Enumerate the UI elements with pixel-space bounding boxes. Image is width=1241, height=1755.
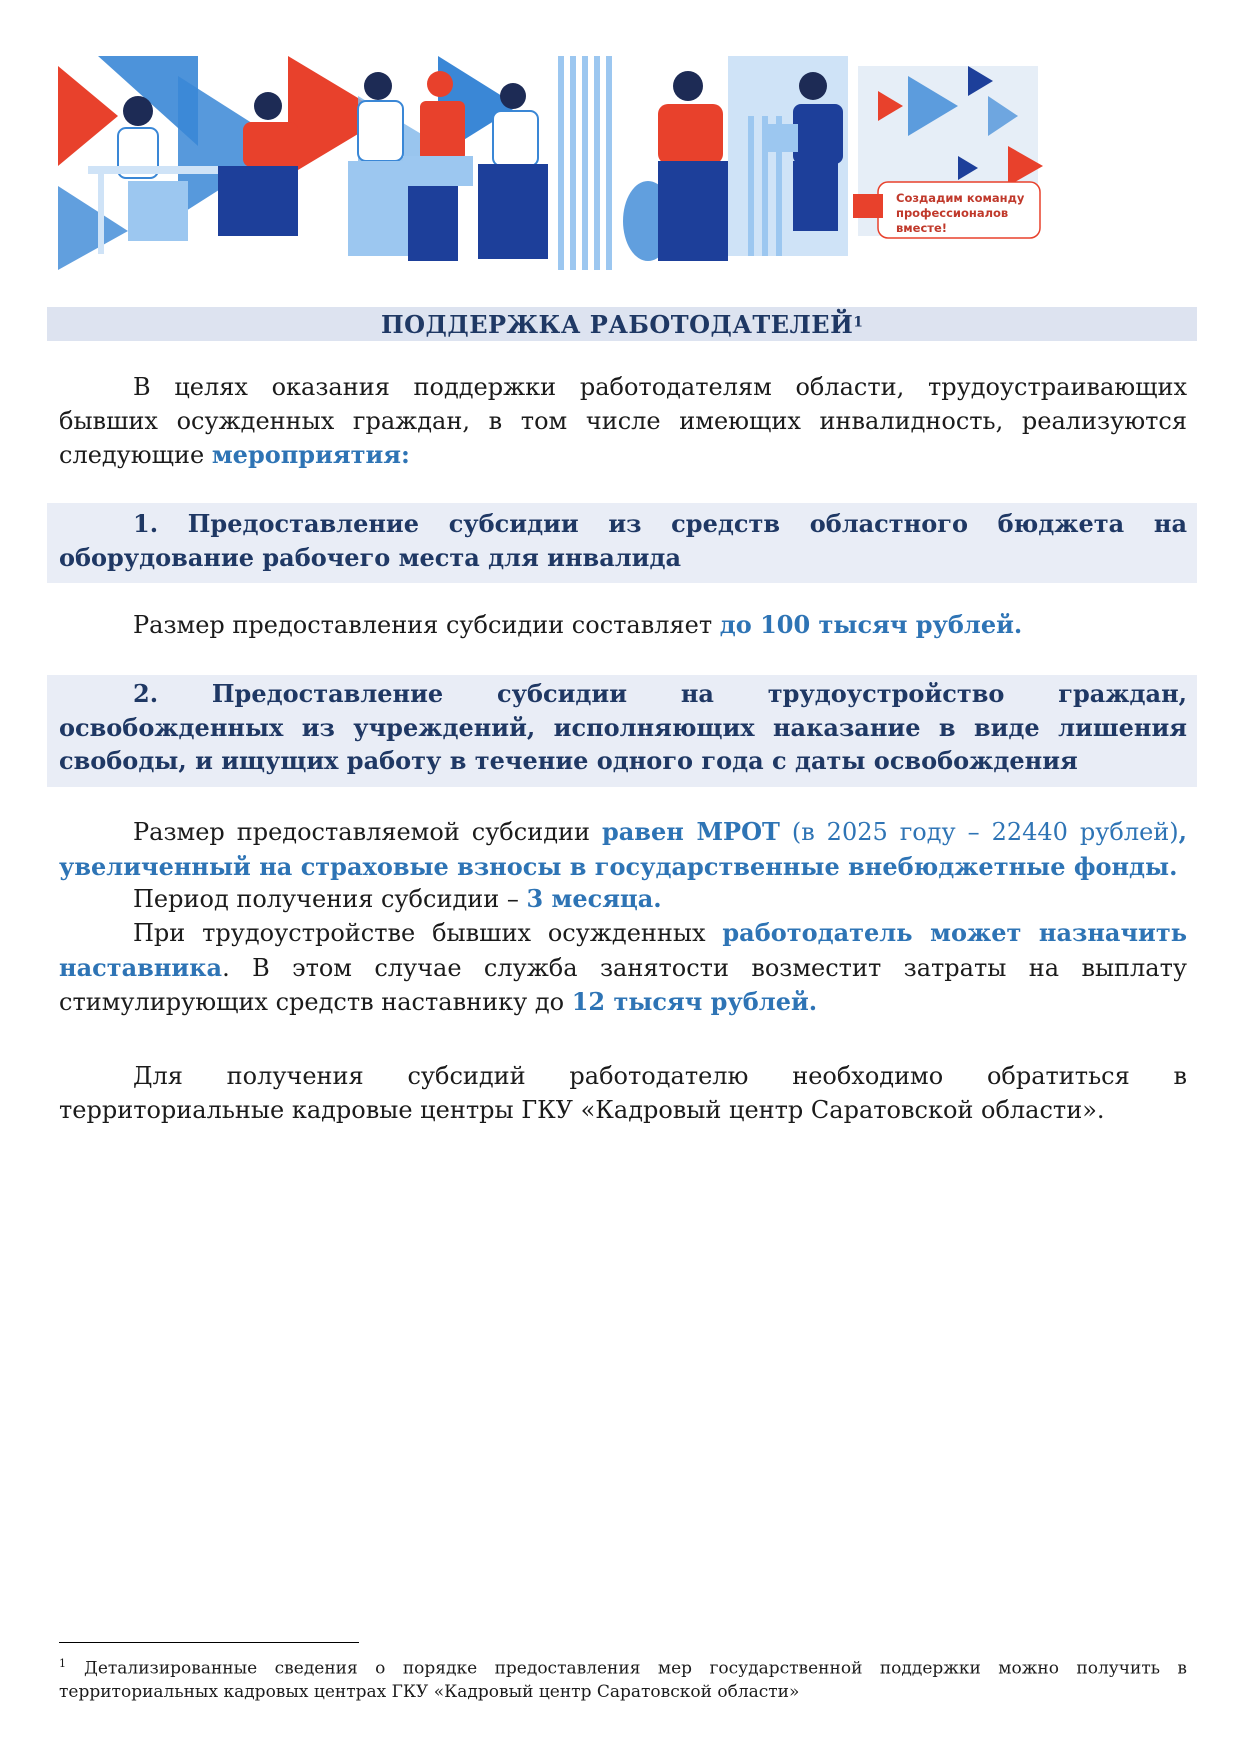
- banner-left-panel: [58, 56, 612, 270]
- mentor-amount: 12 тысяч рублей.: [571, 987, 818, 1016]
- measure-2-size-accent: равен МРОТ: [601, 817, 780, 846]
- measure-2-size-text: Размер предоставляемой субсидии: [133, 818, 602, 846]
- measure-1-box: [47, 503, 1197, 583]
- mentor-text-1: При трудоустройстве бывших осужденных: [133, 919, 723, 947]
- intro-paragraph: [59, 371, 1187, 473]
- banner-middle-panel: [623, 56, 848, 261]
- footnote-mark: 1: [59, 1657, 66, 1670]
- footnote-reference[interactable]: 1: [853, 314, 864, 331]
- closing-paragraph: Для получения субсидий работодателю необходимо обратиться в территориальные кадровые центры ГКУ «Кадровый центр Саратовской области».: [59, 1062, 1187, 1124]
- mentor-accent-1: работодатель может назначить наставника: [59, 918, 1187, 982]
- measure-1-size-amount: до 100 тысяч рублей.: [719, 610, 1023, 639]
- measure-2-mentor: [59, 916, 1187, 1020]
- page-title: ПОДДЕРЖКА РАБОТОДАТЕЛЕЙ: [380, 310, 854, 339]
- measure-2-period-text: Период получения субсидии –: [133, 885, 527, 913]
- measure-2-size-amount: (в 2025 году – 22440 рублей): [779, 818, 1179, 846]
- measure-2-size-accent-2: , увеличенный на страховые взносы в государственные внебюджетные фонды.: [59, 817, 1187, 881]
- svg-text:профессионалов: профессионалов: [896, 206, 1009, 220]
- footnote: [59, 1652, 1187, 1704]
- svg-text:вместе!: вместе!: [896, 221, 948, 235]
- measure-2-box: [47, 675, 1197, 787]
- measure-2-period-value: 3 месяца.: [526, 884, 662, 913]
- measure-1-size: [59, 608, 1187, 643]
- svg-text:Создадим команду: Создадим команду: [896, 191, 1025, 205]
- footnote-separator: [59, 1642, 359, 1643]
- measure-2-title: 2. Предоставление субсидии на трудоустройство граждан, освобожденных из учреждений, исполняющих наказание в виде лишения свободы, и ищущих работу в течение одного года с даты освобождения: [59, 679, 1187, 775]
- measure-2-period: [59, 882, 1187, 917]
- footnote-text: Детализированные сведения о порядке предоставления мер государственной поддержки можно получить в территориальных кадровых центрах ГКУ «Кадровый центр Саратовской области»: [59, 1658, 1187, 1702]
- banner-illustration: [58, 56, 1162, 270]
- banner-right-panel: [853, 66, 1043, 238]
- measure-2-size: [59, 815, 1187, 884]
- measure-1-title: 1. Предоставление субсидии из средств областного бюджета на оборудование рабочего места для инвалида: [59, 509, 1187, 572]
- mentor-text-2: . В этом случае служба занятости возместит затраты на выплату стимулирующих средств наставнику до: [59, 953, 1187, 1016]
- intro-accent: мероприятия:: [211, 440, 410, 469]
- section-heading-bar: [47, 307, 1197, 341]
- intro-text: В целях оказания поддержки работодателям области, трудоустраивающих бывших осужденных граждан, в том числе имеющих инвалидность, реализуются следующие: [59, 373, 1187, 469]
- measure-1-size-text: Размер предоставления субсидии составляет: [133, 611, 720, 639]
